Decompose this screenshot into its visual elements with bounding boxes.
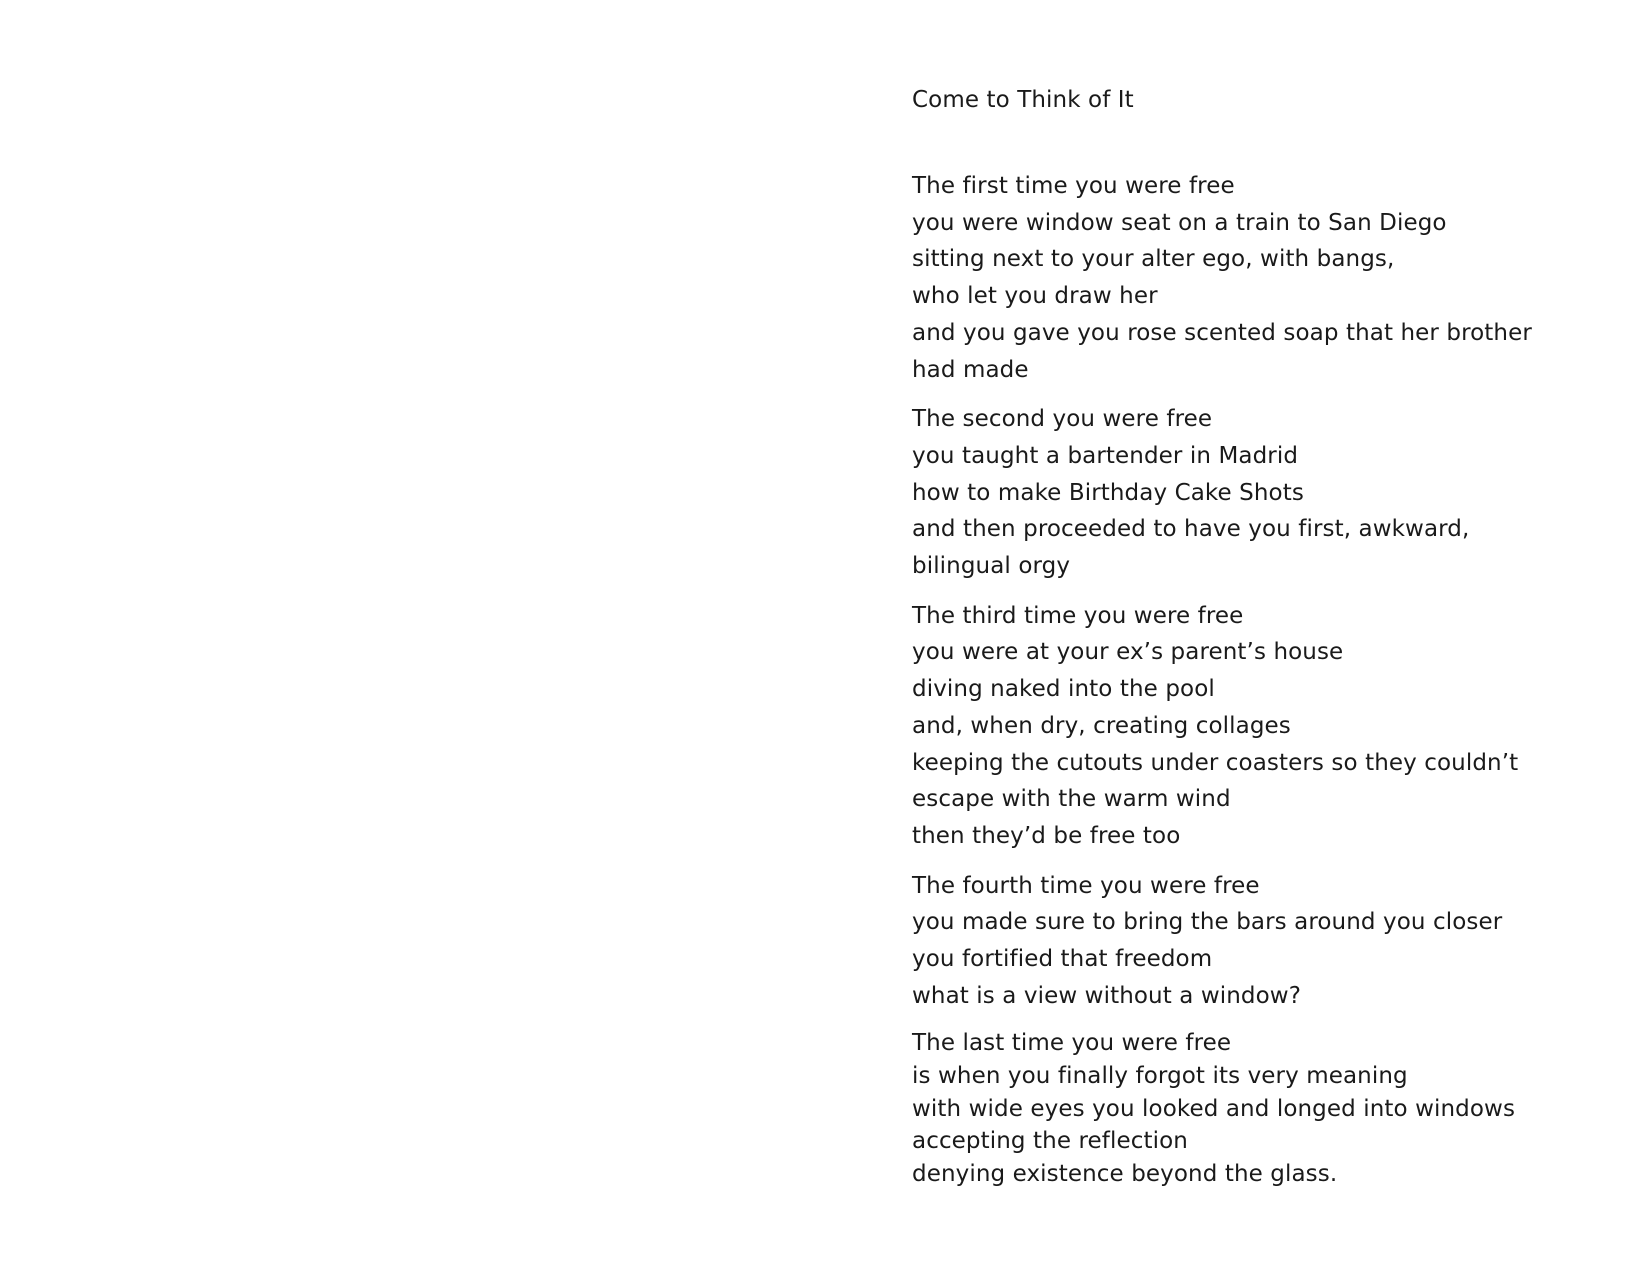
poem-line: and then proceeded to have you first, awkward, xyxy=(912,516,1470,543)
poem-line: who let you draw her xyxy=(912,283,1158,310)
poem-line: The third time you were free xyxy=(912,602,1244,629)
poem-line: sitting next to your alter ego, with bangs, xyxy=(912,246,1395,273)
poem-line: and you gave you rose scented soap that her brother xyxy=(912,319,1532,346)
poem-line: The fourth time you were free xyxy=(912,872,1260,899)
poem xyxy=(912,82,1612,1203)
poem-line: denying existence beyond the glass. xyxy=(912,1160,1338,1187)
poem-line: escape with the warm wind xyxy=(912,786,1231,813)
poem-line: how to make Birthday Cake Shots xyxy=(912,479,1304,506)
stanza-1 xyxy=(912,168,1612,388)
poem-line: The last time you were free xyxy=(912,1030,1232,1057)
poem-line: The second you were free xyxy=(912,406,1213,433)
poem-line: you fortified that freedom xyxy=(912,946,1213,973)
stanza-4 xyxy=(912,868,1612,1015)
poem-title: Come to Think of It xyxy=(912,87,1134,113)
poem-line: what is a view without a window? xyxy=(912,982,1302,1009)
poem-line: is when you finally forgot its very meaning xyxy=(912,1063,1408,1090)
poem-line: bilingual orgy xyxy=(912,553,1071,580)
poem-line: accepting the reflection xyxy=(912,1128,1188,1155)
poem-line: with wide eyes you looked and longed into windows xyxy=(912,1095,1516,1122)
poem-line: you were window seat on a train to San Diego xyxy=(912,209,1447,236)
poem-line: diving naked into the pool xyxy=(912,676,1215,703)
poem-line: keeping the cutouts under coasters so they couldn’t xyxy=(912,749,1519,776)
poem-line: had made xyxy=(912,356,1029,383)
stanza-3 xyxy=(912,598,1612,855)
poem-line: and, when dry, creating collages xyxy=(912,712,1291,739)
stanza-2 xyxy=(912,401,1612,585)
stanza-5 xyxy=(912,1027,1612,1190)
poem-line: you made sure to bring the bars around you closer xyxy=(912,909,1503,936)
poem-line: then they’d be free too xyxy=(912,822,1181,849)
poem-line: The first time you were free xyxy=(912,173,1235,199)
poem-line: you were at your ex’s parent’s house xyxy=(912,639,1344,666)
poem-line: you taught a bartender in Madrid xyxy=(912,442,1299,469)
